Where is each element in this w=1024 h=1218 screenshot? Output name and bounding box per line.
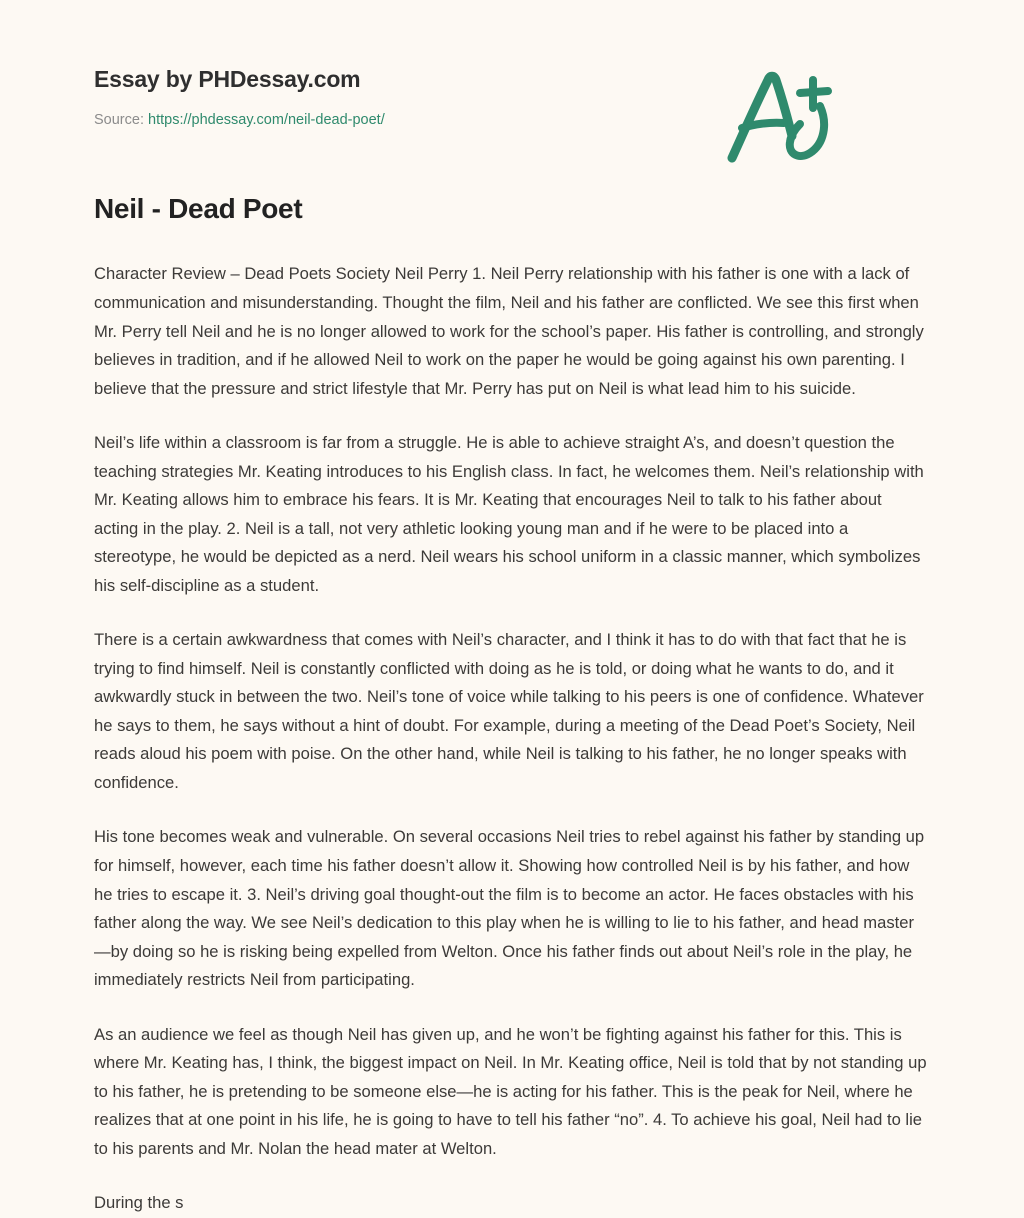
page-title: Neil - Dead Poet <box>94 193 303 225</box>
source-url-link[interactable]: https://phdessay.com/neil-dead-poet/ <box>148 111 385 128</box>
essay-paragraph: Neil’s life within a classroom is far from a struggle. He is able to achieve straight A’s, and doesn’t question the teaching strategies Mr. Keating introduces to his English class. In fact, he welcomes them. Neil’s relationship with Mr. Keating allows him to embrace his fears. It is Mr. Keating that encourages Neil to talk to his father about acting in the play. 2. Neil is a tall, not very athletic looking young man and if he were to be placed into a stereotype, he would be depicted as a nerd. Neil wears his school uniform in a classic manner, which symbolizes his self-discipline as a student. <box>94 433 924 595</box>
page-header <box>94 0 930 129</box>
essay-paragraph: As an audience we feel as though Neil has given up, and he won’t be fighting against his father for this. This is where Mr. Keating has, I think, the biggest impact on Neil. In Mr. Keating office, Neil is told that by not standing up to his father, he is pretending to be someone else—he is acting for his father. This is the peak for Neil, where he realizes that at one point in his life, he is going to have to tell his father “no”. 4. To achieve his goal, Neil had to lie to his parents and Mr. Nolan the head mater at Welton. <box>94 1024 927 1158</box>
brand-title: Essay by PHDessay.com <box>94 66 361 92</box>
a-plus-grade-logo-icon <box>720 66 836 166</box>
essay-paragraph-truncated: During the s <box>94 1193 184 1213</box>
essay-paragraph: There is a certain awkwardness that comes with Neil’s character, and I think it has to do with that fact that he is trying to find himself. Neil is constantly conflicted with doing as he is told, or doing what he wants to do, and it awkwardly stuck in between the two. Neil’s tone of voice while talking to his peers is one of confidence. Whatever he says to them, he says without a hint of doubt. For example, during a meeting of the Dead Poet’s Society, Neil reads aloud his poem with poise. On the other hand, while Neil is talking to his father, he no longer speaks with confidence. <box>94 630 924 792</box>
essay-paragraph: Character Review – Dead Poets Society Neil Perry 1. Neil Perry relationship with his father is one with a lack of communication and misunderstanding. Thought the film, Neil and his father are conflicted. We see this first when Mr. Perry tell Neil and he is no longer allowed to work for the school’s paper. His father is controlling, and strongly believes in tradition, and if he allowed Neil to work on the paper he would be going against his own parenting. I believe that the pressure and strict lifestyle that Mr. Perry has put on Neil is what lead him to his suicide. <box>94 264 924 398</box>
essay-paragraph: His tone becomes weak and vulnerable. On several occasions Neil tries to rebel against his father by standing up for himself, however, each time his father doesn’t allow it. Showing how controlled Neil is by his father, and how he tries to escape it. 3. Neil’s driving goal thought-out the film is to become an actor. He faces obstacles with his father along the way. We see Neil’s dedication to this play when he is willing to lie to his father, and head master—by doing so he is risking being expelled from Welton. Once his father finds out about Neil’s role in the play, he immediately restricts Neil from participating. <box>94 827 925 990</box>
essay-body <box>94 260 930 1217</box>
source-label: Source: <box>94 111 144 128</box>
